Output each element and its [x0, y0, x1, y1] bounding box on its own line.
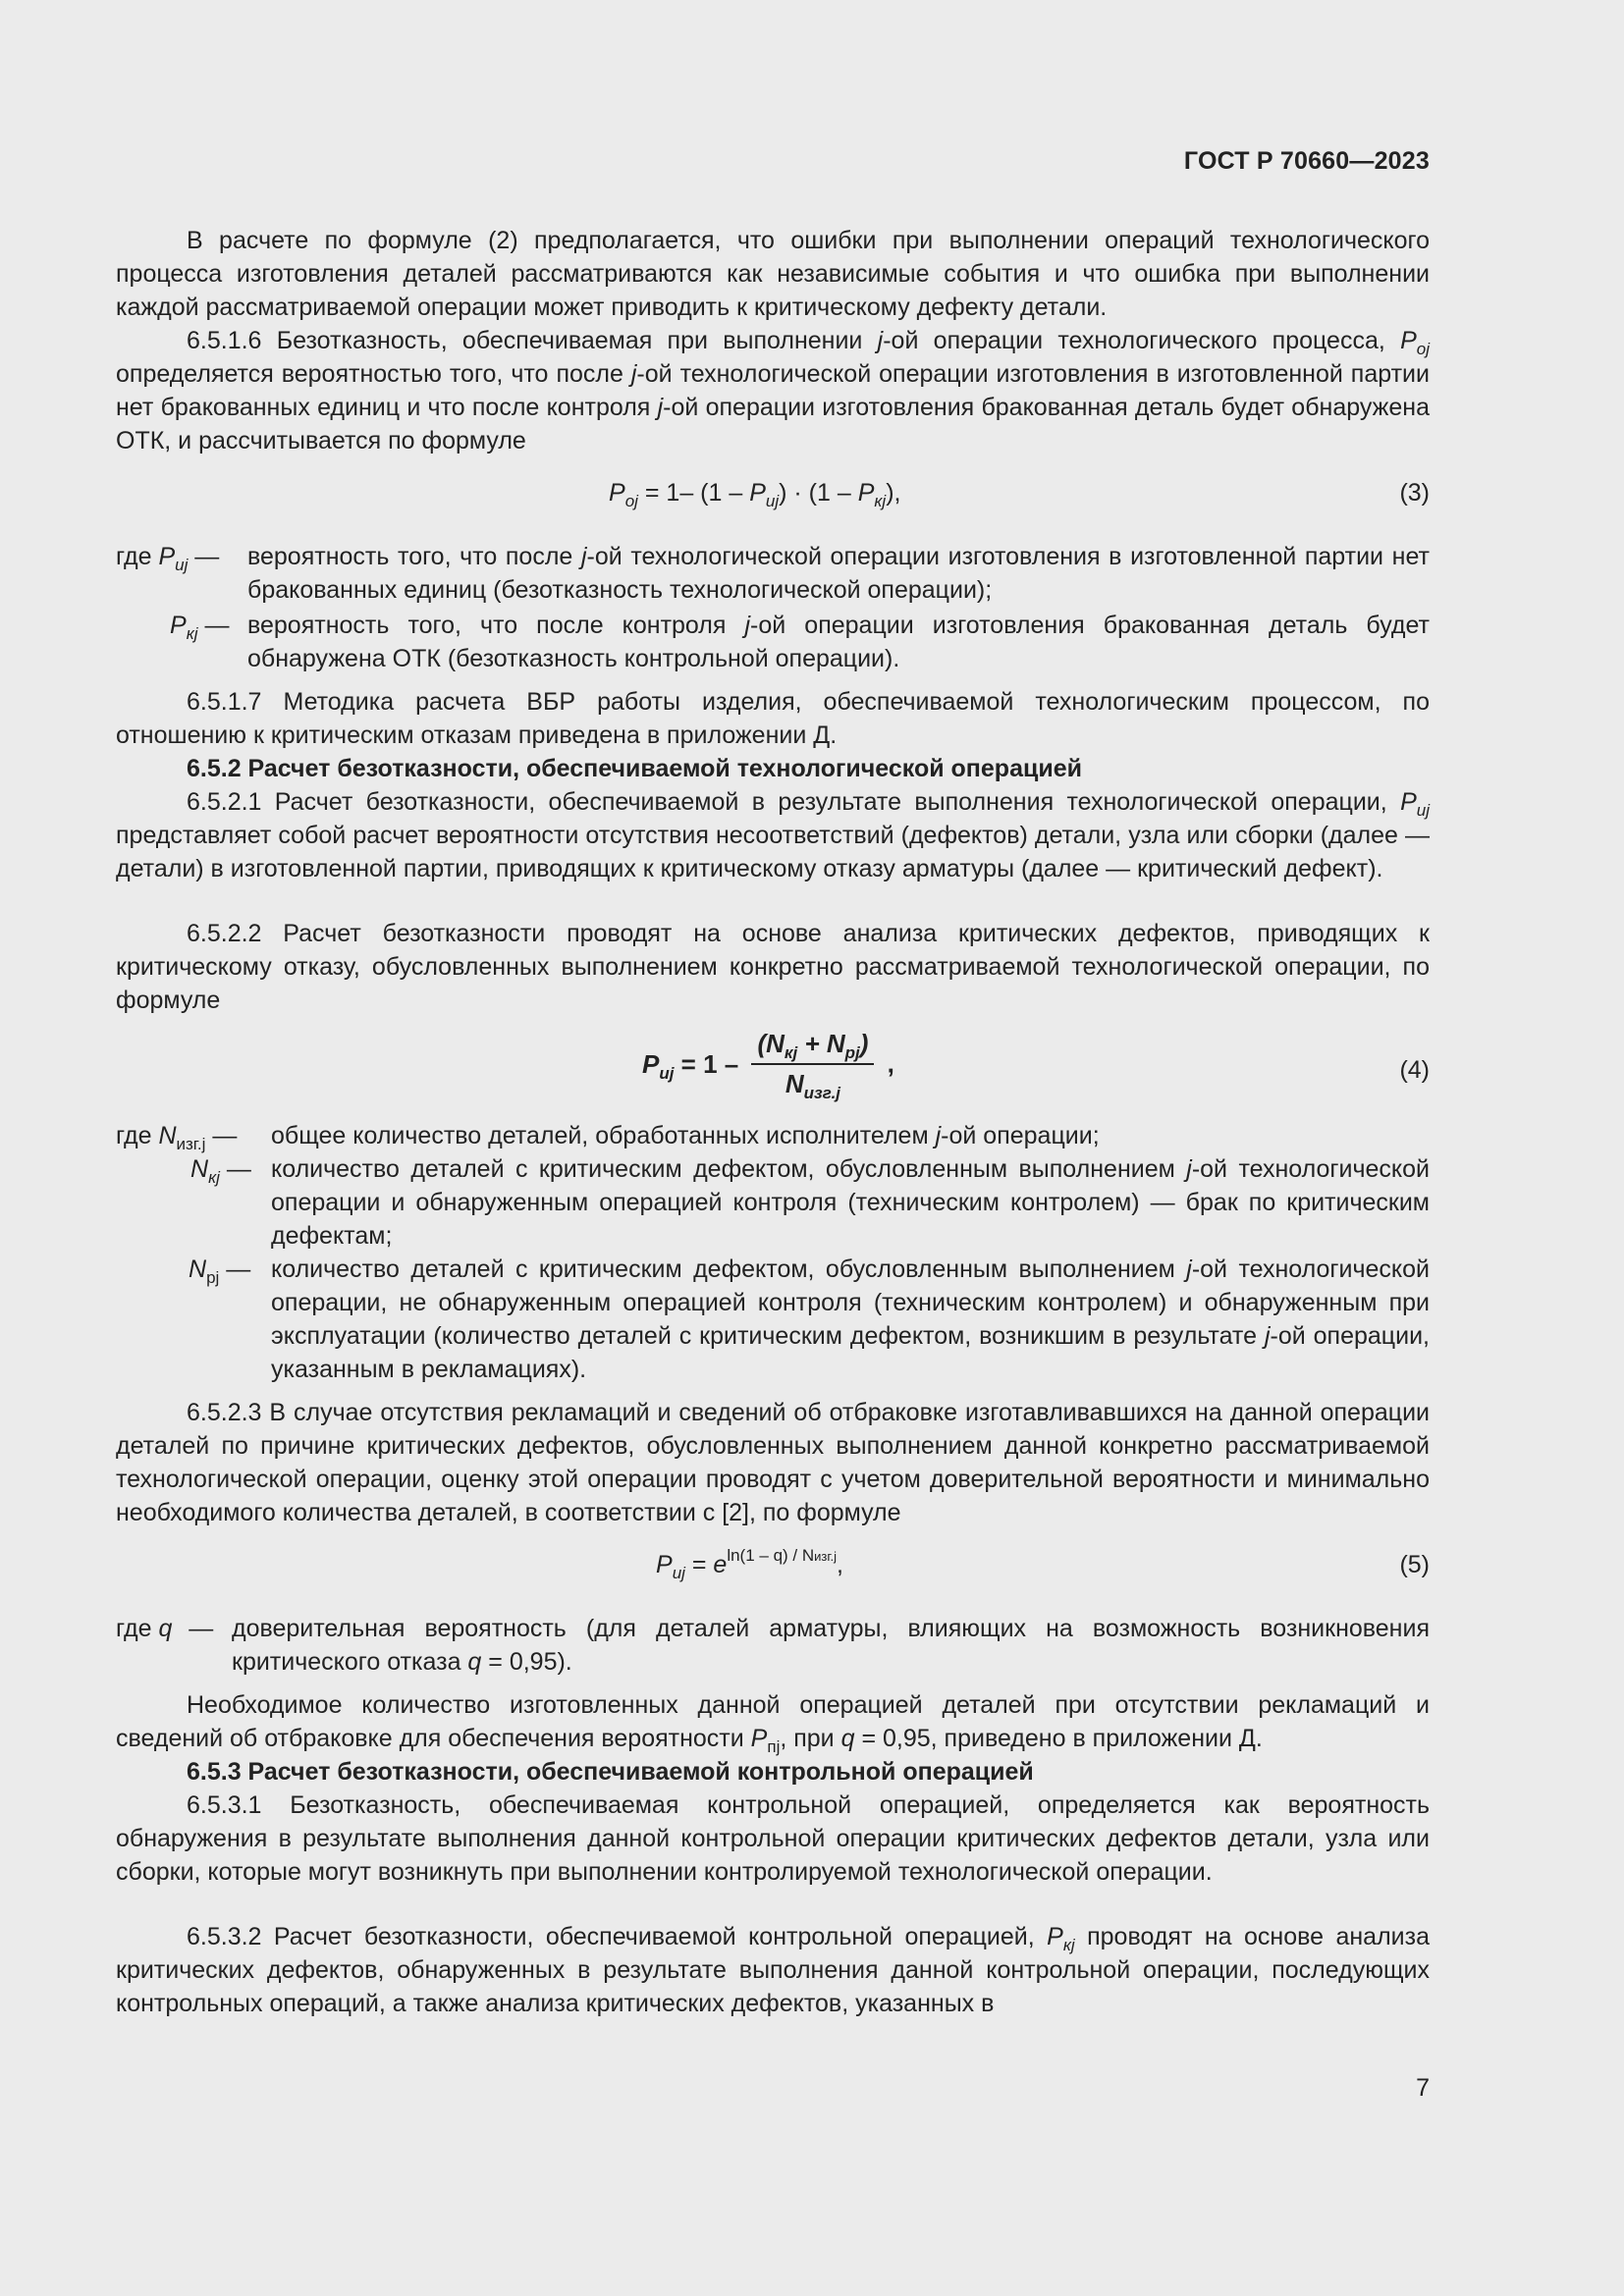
paragraph-6-5-3-2: 6.5.3.2 Расчет безотказности, обеспечиваемой контрольной операцией, $P_{кj}$ проводят на основе анализа критических дефектов, обнаруженных в результате выполнения данной контрольной операции, последующих контрольных операций, а также анализа критических дефектов, указанных в: [116, 1923, 1430, 2017]
where-item-q: [116, 1612, 1430, 1681]
paragraph-6-5-3-1: 6.5.3.1 Безотказность, обеспечиваемая контрольной операцией, определяется как вероятность обнаружения в результате выполнения данной контрольной операции критических дефектов детали, узла или сборки, которые могут возникнуть при выполнении контролируемой технологической операции.: [116, 1791, 1430, 1886]
paragraph-6-5-2-1: 6.5.2.1 Расчет безотказности, обеспечиваемой в результате выполнения технологической операции, $P_{иj}$ представляет собой расчет вероятности отсутствия несоответствий (дефектов) детали, узла или сборки (далее — детали) в изготовленной партии, приводящих к критическому отказу арматуры (далее — критический дефект).: [116, 788, 1430, 882]
formula-4-denominator: $N_{изг.j}$: [785, 1069, 841, 1102]
document-header: ГОСТ Р 70660—2023: [1183, 147, 1430, 175]
formula-3-number: (3): [1399, 479, 1430, 507]
where-item-pkj: [116, 609, 1430, 677]
formula-4-numerator: $(N_{кj} + N_{pj})$: [751, 1029, 874, 1065]
where-term-nizg: где $N_{изг.j}$ —: [116, 1122, 238, 1153]
heading-6-5-3: 6.5.3 Расчет безотказности, обеспечиваемой контрольной операцией: [187, 1758, 1034, 1786]
where-def-pkj: вероятность того, что после контроля j-ой операции изготовления бракованная деталь будет обнаружена ОТК (безотказность контрольной операции).: [247, 612, 1430, 672]
paragraph-6-5-2-3: 6.5.2.3 В случае отсутствия рекламаций и сведений об отбраковке изготавливавшихся на данной операции деталей по причине критических дефектов, обусловленных выполнением данной конкретно рассматриваемой технологической операции, оценку этой операции проводят с учетом доверительной вероятности и минимально необходимого количества деталей, в соответствии с [2], по формуле: [116, 1399, 1430, 1526]
paragraph-6-5-2-2: 6.5.2.2 Расчет безотказности проводят на основе анализа критических дефектов, приводящих к критическому отказу, обусловленных выполнением конкретно рассматриваемой технологической операции, по формуле: [116, 920, 1430, 1014]
paragraph-6-5-1-6: 6.5.1.6 Безотказность, обеспечиваемая при выполнении j-ой операции технологического процесса, $P_{oj}$ определяется вероятностью того, что после j-ой технологической операции изготовления в изготовленной партии нет бракованных единиц и что после контроля j-ой операции изготовления бракованная деталь будет обнаружена ОТК, и рассчитывается по формуле: [116, 327, 1430, 454]
formula-5-number: (5): [1399, 1551, 1430, 1578]
where-def-q: доверительная вероятность (для деталей арматуры, влияющих на возможность возникновения критического отказа q = 0,95).: [232, 1615, 1430, 1676]
paragraph-required-quantity: Необходимое количество изготовленных данной операцией деталей при отсутствии рекламаций и сведений об отбраковке для обеспечения вероятности $P_{пj}$, при q = 0,95, приведено в приложении Д.: [116, 1691, 1430, 1756]
formula-4: [116, 1029, 1430, 1109]
where-term-q: где q —: [116, 1615, 214, 1642]
formula-5-expression: $P_{иj} = e^{ln(1 - q) / Nизг.j}$,: [656, 1546, 843, 1582]
where-item-nizg: [116, 1119, 1430, 1154]
formula-4-expression: $P_{иj} = 1$ – $\frac{(N_{кj} + N_{pj})}{N_{изг.j}}$ ,: [642, 1029, 894, 1102]
where-def-nizg: общее количество деталей, обработанных исполнителем j-ой операции;: [271, 1122, 1100, 1149]
where-term-pij: где $P_{иj}$ —: [116, 543, 220, 574]
where-def-nkj: количество деталей с критическим дефектом, обусловленным выполнением j-ой технологической операции и обнаруженным операцией контроля (техническим контролем) — брак по критическим дефектам;: [271, 1155, 1431, 1250]
where-item-pij: [116, 540, 1430, 609]
formula-3-expression: $P_{oj} = 1-$ $(1 - P_{иj}) \cdot (1 - P_{кj})$,: [609, 479, 901, 510]
where-term-pkj: $P_{кj}$ —: [170, 612, 230, 643]
formula-4-number: (4): [1399, 1056, 1430, 1084]
heading-6-5-2: 6.5.2 Расчет безотказности, обеспечиваемой технологической операцией: [187, 755, 1082, 782]
where-term-nkj: $N_{кj}$ —: [190, 1155, 251, 1187]
where-term-npj: $N_{pj}$ —: [189, 1255, 251, 1287]
where-item-nkj: [116, 1152, 1430, 1255]
paragraph-formula2-note: В расчете по формуле (2) предполагается, что ошибки при выполнении операций технологического процесса изготовления деталей рассматриваются как независимые события и что ошибка при выполнении каждой рассматриваемой операции может приводить к критическому дефекту детали.: [116, 227, 1430, 321]
paragraph-6-5-1-7: 6.5.1.7 Методика расчета ВБР работы изделия, обеспечиваемой технологическим процессом, по отношению к критическим отказам приведена в приложении Д.: [116, 688, 1430, 749]
formula-4-fraction: [751, 1029, 874, 1102]
where-def-npj: количество деталей с критическим дефектом, обусловленным выполнением j-ой технологической операции, не обнаруженным операцией контроля (техническим контролем) и обнаруженным при эксплуатации (количество деталей с критическим дефектом, возникшим в результате j-ой операции, указанным в рекламациях).: [271, 1255, 1431, 1383]
page-number: 7: [1416, 2074, 1430, 2102]
where-def-pij: вероятность того, что после j-ой технологической операции изготовления в изготовленной партии нет бракованных единиц (безотказность технологической операции);: [247, 543, 1430, 604]
where-item-npj: [116, 1253, 1430, 1388]
